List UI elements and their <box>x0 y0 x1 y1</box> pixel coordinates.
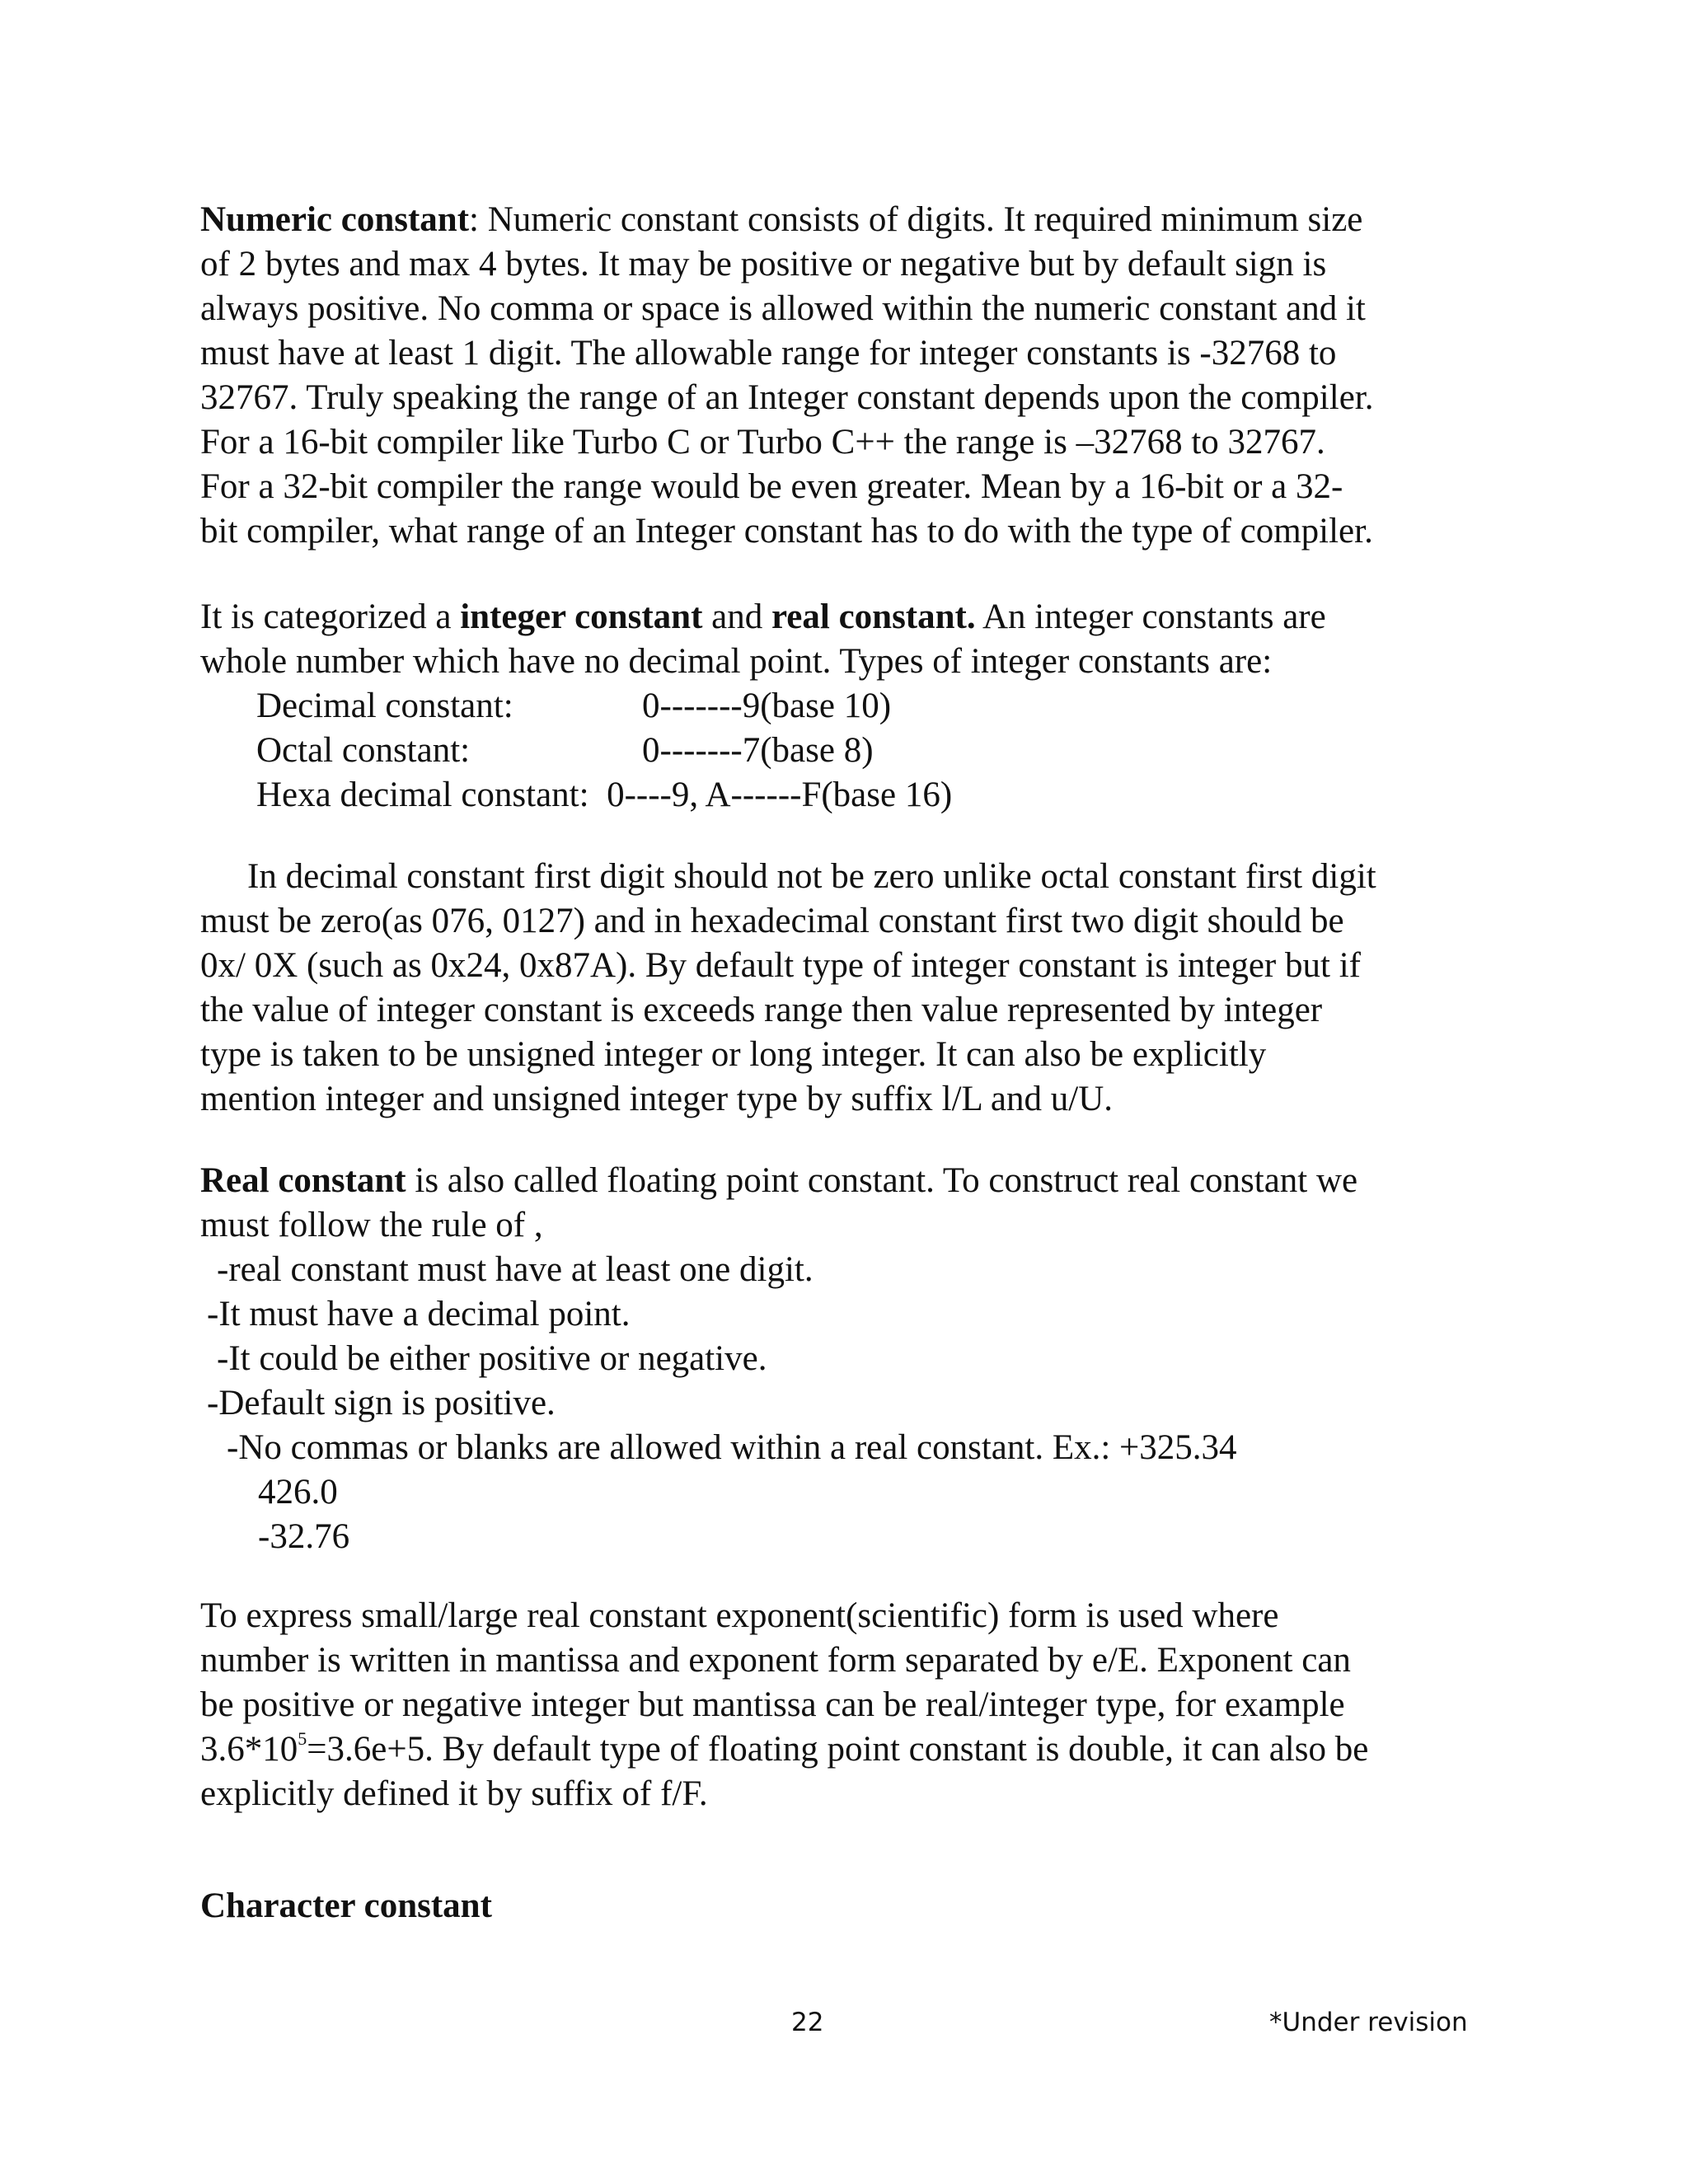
list-item: Octal constant: 0-------7(base 8) <box>256 731 874 770</box>
list-item: Decimal constant: 0-------9(base 10) <box>256 687 892 725</box>
numeric-line-3: always positive. No comma or space is allowed within the numeric constant and it <box>200 289 1366 328</box>
numeric-line-8: bit compiler, what range of an Integer constant has to do with the type of compiler. <box>200 512 1373 551</box>
categories-paragraph <box>200 595 1519 818</box>
decimal-line-4: the value of integer constant is exceeds range then value represented by integer <box>200 991 1323 1029</box>
numeric-constant-term: Numeric constant <box>200 200 470 239</box>
exponent-paragraph <box>200 1594 1519 1816</box>
numeric-line-5: 32767. Truly speaking the range of an Integer constant depends upon the compiler. <box>200 378 1374 417</box>
exponent-line-3: be positive or negative integer but mantissa can be real/integer type, for example <box>200 1685 1345 1724</box>
real-rule-2: -It must have a decimal point. <box>207 1295 631 1333</box>
revision-note: *Under revision <box>1269 2008 1468 2037</box>
decimal-line-1: In decimal constant first digit should not be zero unlike octal constant first digit <box>247 857 1376 896</box>
real-constant-term: real constant. <box>771 598 976 636</box>
list-item: Hexa decimal constant: 0----9, A------F(base 16) <box>256 776 953 814</box>
exponent-line-2: number is written in mantissa and exponent form separated by e/E. Exponent can <box>200 1641 1351 1680</box>
numeric-line-1: Numeric constant: Numeric constant consists of digits. It required minimum size <box>200 200 1363 239</box>
decimal-line-6: mention integer and unsigned integer type by suffix l/L and u/U. <box>200 1080 1114 1118</box>
numeric-line-7: For a 32-bit compiler the range would be even greater. Mean by a 16-bit or a 32- <box>200 467 1343 506</box>
real-rule-5: -No commas or blanks are allowed within a real constant. Ex.: +325.34 <box>227 1428 1237 1467</box>
real-constant-paragraph <box>200 1159 1519 1559</box>
real-rule-1: -real constant must have at least one digit. <box>217 1250 814 1289</box>
exponent-line-4: $3.6*10^5=3.6e+5$. By default type of floating point constant is double, it can also be <box>200 1727 1369 1769</box>
real-line-2: must follow the rule of , <box>200 1206 543 1244</box>
categories-line-1: It is categorized a integer constant and real constant. An integer constants are <box>200 598 1326 636</box>
decimal-constant-paragraph <box>200 855 1519 1122</box>
real-example-1: 426.0 <box>258 1473 338 1511</box>
decimal-line-3: 0x/ 0X (such as 0x24, 0x87A). By default type of integer constant is integer but if <box>200 946 1361 985</box>
page-number: 22 <box>791 2008 824 2037</box>
real-constant-heading-term: Real constant <box>200 1161 406 1200</box>
decimal-line-2: must be zero(as 076, 0127) and in hexadecimal constant first two digit should be <box>200 902 1344 940</box>
real-rule-3: -It could be either positive or negative. <box>217 1339 767 1378</box>
real-rule-4: -Default sign is positive. <box>207 1384 556 1422</box>
numeric-line-2: of 2 bytes and max 4 bytes. It may be positive or negative but by default sign is <box>200 245 1327 284</box>
real-example-2: -32.76 <box>258 1517 350 1556</box>
character-constant-heading: Character constant <box>200 1886 492 1925</box>
categories-line-2: whole number which have no decimal point. Types of integer constants are: <box>200 642 1273 681</box>
integer-constant-term: integer constant <box>460 598 703 636</box>
exponent-superscript: 5 <box>298 1727 307 1749</box>
decimal-line-5: type is taken to be unsigned integer or long integer. It can also be explicitly <box>200 1035 1267 1074</box>
numeric-constant-paragraph <box>200 198 1519 554</box>
exponent-line-1: To express small/large real constant exponent(scientific) form is used where <box>200 1596 1279 1635</box>
exponent-line-5: explicitly defined it by suffix of f/F. <box>200 1774 708 1813</box>
real-line-1: Real constant is also called floating point constant. To construct real constant we <box>200 1161 1358 1200</box>
numeric-line-4: must have at least 1 digit. The allowable range for integer constants is -32768 to <box>200 334 1337 373</box>
character-constant-section <box>200 1884 1519 1929</box>
integer-types-list <box>200 684 1519 818</box>
numeric-line-6: For a 16-bit compiler like Turbo C or Turbo C++ the range is –32768 to 32767. <box>200 423 1325 462</box>
